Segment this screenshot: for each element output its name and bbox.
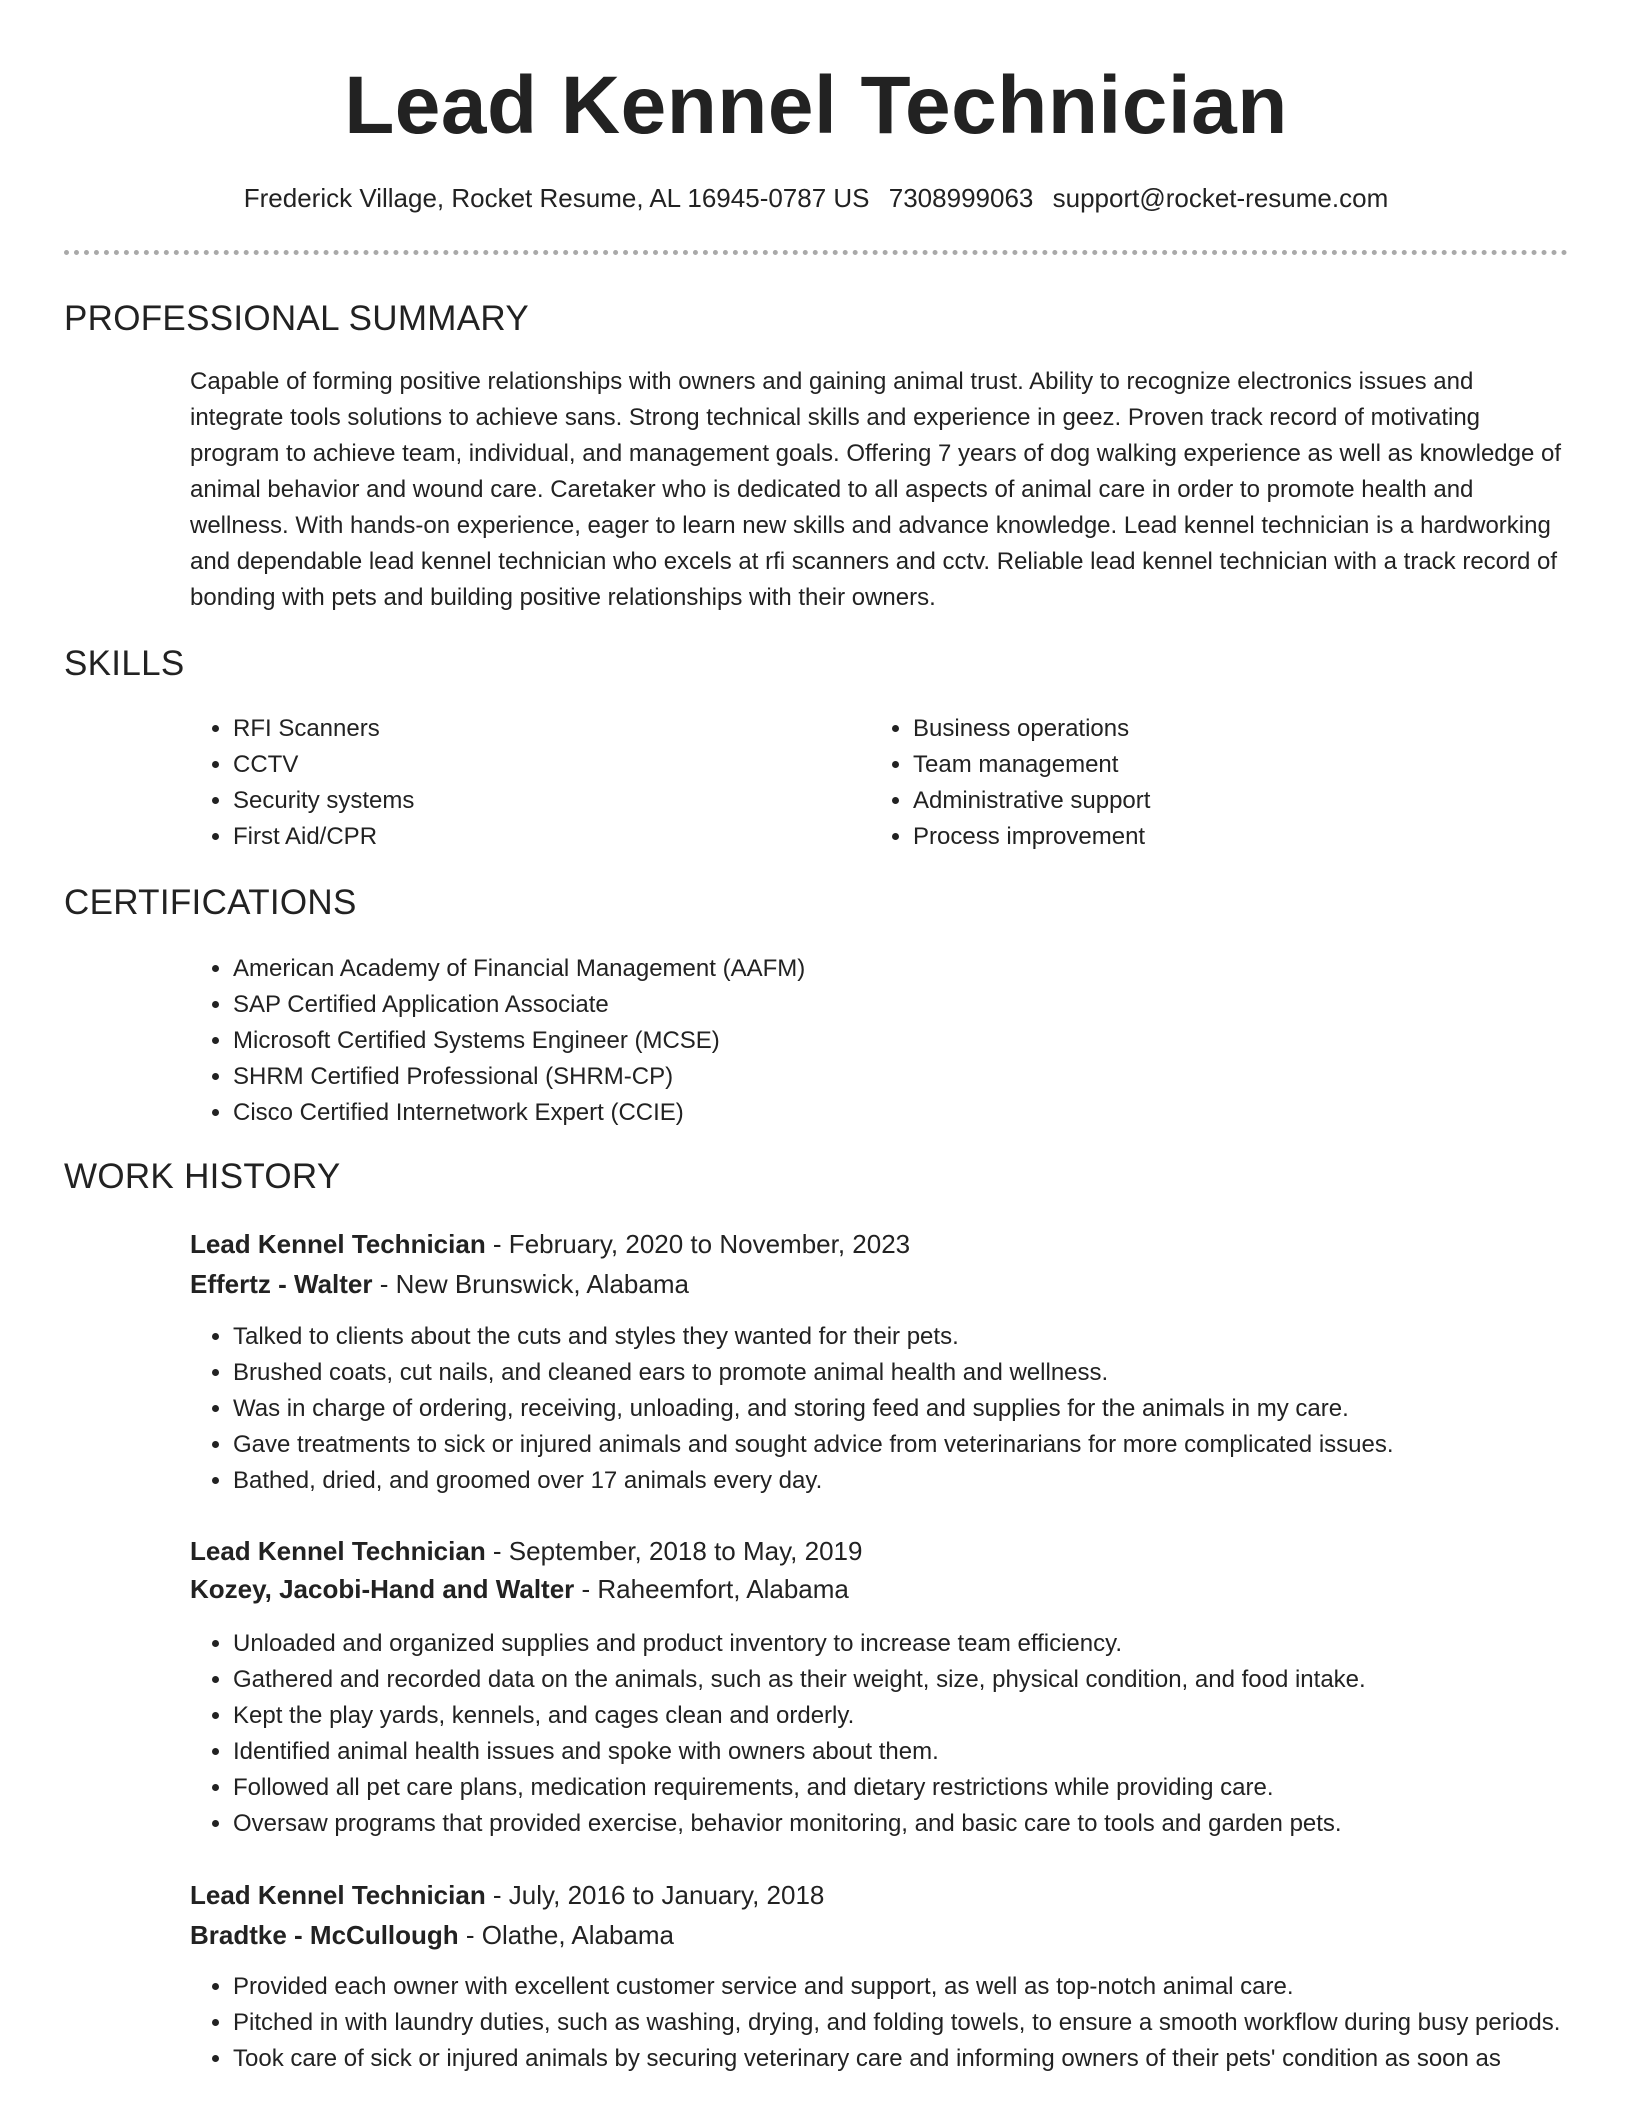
job-duty: • Took care of sick or injured animals by securing veterinary care and informing owners of their pets' condition as soon as [233, 2041, 1613, 2077]
job-title-line [190, 1876, 824, 1914]
job-duty: • Talked to clients about the cuts and styles they wanted for their pets. [233, 1319, 1613, 1355]
job-title: Lead Kennel Technician [190, 1229, 486, 1259]
certification-item: • SAP Certified Application Associate [233, 987, 1533, 1023]
skill-item: • RFI Scanners [233, 711, 833, 747]
certification-item: • SHRM Certified Professional (SHRM-CP) [233, 1059, 1533, 1095]
job-title-line [190, 1225, 910, 1263]
skill-item: • CCTV [233, 747, 833, 783]
company-name: Kozey, Jacobi-Hand and Walter [190, 1574, 575, 1604]
company-location: - Olathe, Alabama [458, 1920, 675, 1950]
job-duty: • Was in charge of ordering, receiving, unloading, and storing feed and supplies for the animals in my care. [233, 1391, 1613, 1427]
skill-item: • Security systems [233, 783, 833, 819]
contact-phone: 7308999063 [888, 183, 1034, 213]
company-name: Bradtke - McCullough [190, 1920, 459, 1950]
job-duties-list [189, 1626, 1613, 1842]
company-line [190, 1916, 674, 1954]
certification-item: • American Academy of Financial Management (AAFM) [233, 951, 1533, 987]
job-duty: • Oversaw programs that provided exercise, behavior monitoring, and basic care to tools and garden pets. [233, 1806, 1613, 1842]
job-duty: • Bathed, dried, and groomed over 17 animals every day. [233, 1463, 1613, 1499]
skill-item: • Process improvement [913, 819, 1513, 855]
job-title-line [190, 1532, 862, 1570]
skills-list-left [189, 711, 833, 855]
job-duties-list [189, 1969, 1613, 2077]
job-title: Lead Kennel Technician [190, 1536, 486, 1566]
skill-item: • First Aid/CPR [233, 819, 833, 855]
job-duty: • Brushed coats, cut nails, and cleaned ears to promote animal health and wellness. [233, 1355, 1613, 1391]
contact-address: Frederick Village, Rocket Resume, AL 16945-0787 US [243, 183, 870, 213]
company-location: - New Brunswick, Alabama [372, 1269, 689, 1299]
job-duty: • Gathered and recorded data on the animals, such as their weight, size, physical condition, and food intake. [233, 1662, 1613, 1698]
job-duty: • Pitched in with laundry duties, such as washing, drying, and folding towels, to ensure a smooth workflow during busy periods. [233, 2005, 1613, 2041]
certification-item: • Microsoft Certified Systems Engineer (MCSE) [233, 1023, 1533, 1059]
skill-item: • Team management [913, 747, 1513, 783]
contact-email: support@rocket-resume.com [1052, 183, 1389, 213]
job-duty: • Kept the play yards, kennels, and cages clean and orderly. [233, 1698, 1613, 1734]
skill-item: • Administrative support [913, 783, 1513, 819]
job-duty: • Provided each owner with excellent customer service and support, as well as top-notch animal care. [233, 1969, 1613, 2005]
job-duty: • Unloaded and organized supplies and product inventory to increase team efficiency. [233, 1626, 1613, 1662]
contact-line [0, 180, 1632, 216]
job-dates: - September, 2018 to May, 2019 [485, 1536, 863, 1566]
job-duty: • Followed all pet care plans, medication requirements, and dietary restrictions while providing care. [233, 1770, 1613, 1806]
certifications-heading: CERTIFICATIONS [64, 883, 357, 922]
job-duty: • Gave treatments to sick or injured animals and sought advice from veterinarians for more complicated issues. [233, 1427, 1613, 1463]
company-line [190, 1265, 689, 1303]
company-name: Effertz - Walter [190, 1269, 373, 1299]
certifications-list [189, 951, 1533, 1131]
skills-heading: SKILLS [64, 644, 185, 683]
summary-heading: PROFESSIONAL SUMMARY [64, 299, 529, 338]
company-line [190, 1570, 849, 1608]
job-title: Lead Kennel Technician [190, 1880, 486, 1910]
header-divider [64, 250, 1568, 255]
job-duties-list [189, 1319, 1613, 1499]
job-duty: • Identified animal health issues and spoke with owners about them. [233, 1734, 1613, 1770]
job-dates: - February, 2020 to November, 2023 [485, 1229, 911, 1259]
job-dates: - July, 2016 to January, 2018 [485, 1880, 825, 1910]
resume-title: Lead Kennel Technician [344, 60, 1288, 151]
work-history-heading: WORK HISTORY [64, 1157, 341, 1196]
company-location: - Raheemfort, Alabama [574, 1574, 849, 1604]
summary-text: Capable of forming positive relationships with owners and gaining animal trust. Ability to recognize electronics issues and integrate tools solutions to achieve sans. Strong technical skills and experience in geez. Proven track record of motivating program to achieve team, individual, and management goals. Offering 7 years of dog walking experience as well as knowledge of animal behavior and wound care. Caretaker who is dedicated to all aspects of animal care in order to promote health and wellness. With hands-on experience, eager to learn new skills and advance knowledge. Lead kennel technician is a hardworking and dependable lead kennel technician who excels at rfi scanners and cctv. Reliable lead kennel technician with a track record of bonding with pets and building positive relationships with their owners. [190, 368, 1562, 611]
certification-item: • Cisco Certified Internetwork Expert (CCIE) [233, 1095, 1533, 1131]
skills-list-right [869, 711, 1513, 855]
skill-item: • Business operations [913, 711, 1513, 747]
